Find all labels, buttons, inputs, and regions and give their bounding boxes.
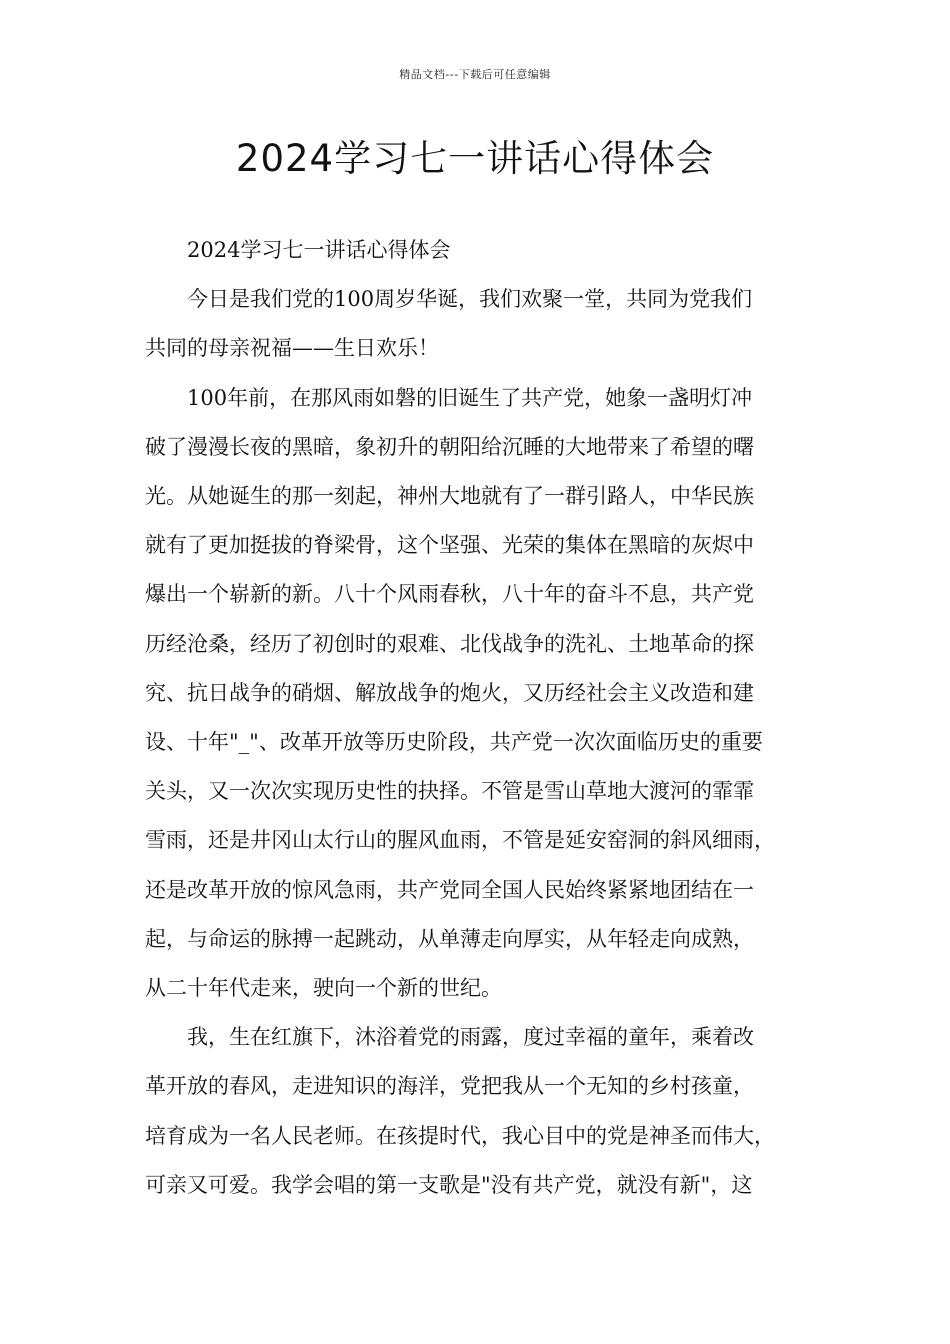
body-line: 可亲又可爱。我学会唱的第一支歌是"没有共产党，就没有新"，这 [145, 1172, 753, 1197]
document-title: 2024学习七一讲话心得体会 [235, 137, 715, 180]
body-line: 爆出一个崭新的新。八十个风雨春秋，八十年的奋斗不息，共产党 [145, 582, 754, 607]
body-line: 还是改革开放的惊风急雨，共产党同全国人民始终紧紧地团结在一 [145, 877, 754, 902]
body-line: 2024学习七一讲话心得体会 [187, 238, 451, 262]
body-line: 破了漫漫长夜的黑暗，象初升的朝阳给沉睡的大地带来了希望的曙 [145, 434, 754, 459]
body-line: 培育成为一名人民老师。在孩提时代，我心目中的党是神圣而伟大， [145, 1123, 775, 1148]
body-line: 革开放的春风，走进知识的海洋，党把我从一个无知的乡村孩童， [145, 1074, 754, 1099]
body-line: 雪雨，还是井冈山太行山的腥风血雨，不管是延安窑洞的斜风细雨， [145, 828, 775, 853]
body-line: 历经沧桑，经历了初创时的艰难、北伐战争的洗礼、土地革命的探 [145, 631, 754, 656]
body-line: 关头，又一次次实现历史性的抉择。不管是雪山草地大渡河的霏霏 [145, 779, 754, 804]
document-body [145, 226, 823, 1210]
body-line: 究、抗日战争的硝烟、解放战争的炮火，又历经社会主义改造和建 [145, 680, 754, 705]
body-line: 我，生在红旗下，沐浴着党的雨露，度过幸福的童年，乘着改 [187, 1025, 754, 1050]
body-line: 今日是我们党的100周岁华诞，我们欢聚一堂，共同为党我们 [187, 287, 753, 312]
body-line: 光。从她诞生的那一刻起，神州大地就有了一群引路人，中华民族 [145, 484, 754, 509]
body-line: 共同的母亲祝福——生日欢乐！ [145, 336, 439, 361]
header-note: 精品文档---下载后可任意编辑 [399, 68, 551, 81]
body-line: 100年前，在那风雨如磐的旧诞生了共产党，她象一盏明灯冲 [187, 385, 753, 410]
body-line: 起，与命运的脉搏一起跳动，从单薄走向厚实，从年轻走向成熟， [145, 926, 754, 951]
body-line: 就有了更加挺拔的脊梁骨，这个坚强、光荣的集体在黑暗的灰烬中 [145, 533, 754, 558]
body-line: 从二十年代走来，驶向一个新的世纪。 [145, 976, 502, 1001]
body-line: 设、十年"_"、改革开放等历史阶段，共产党一次次面临历史的重要 [145, 730, 763, 755]
